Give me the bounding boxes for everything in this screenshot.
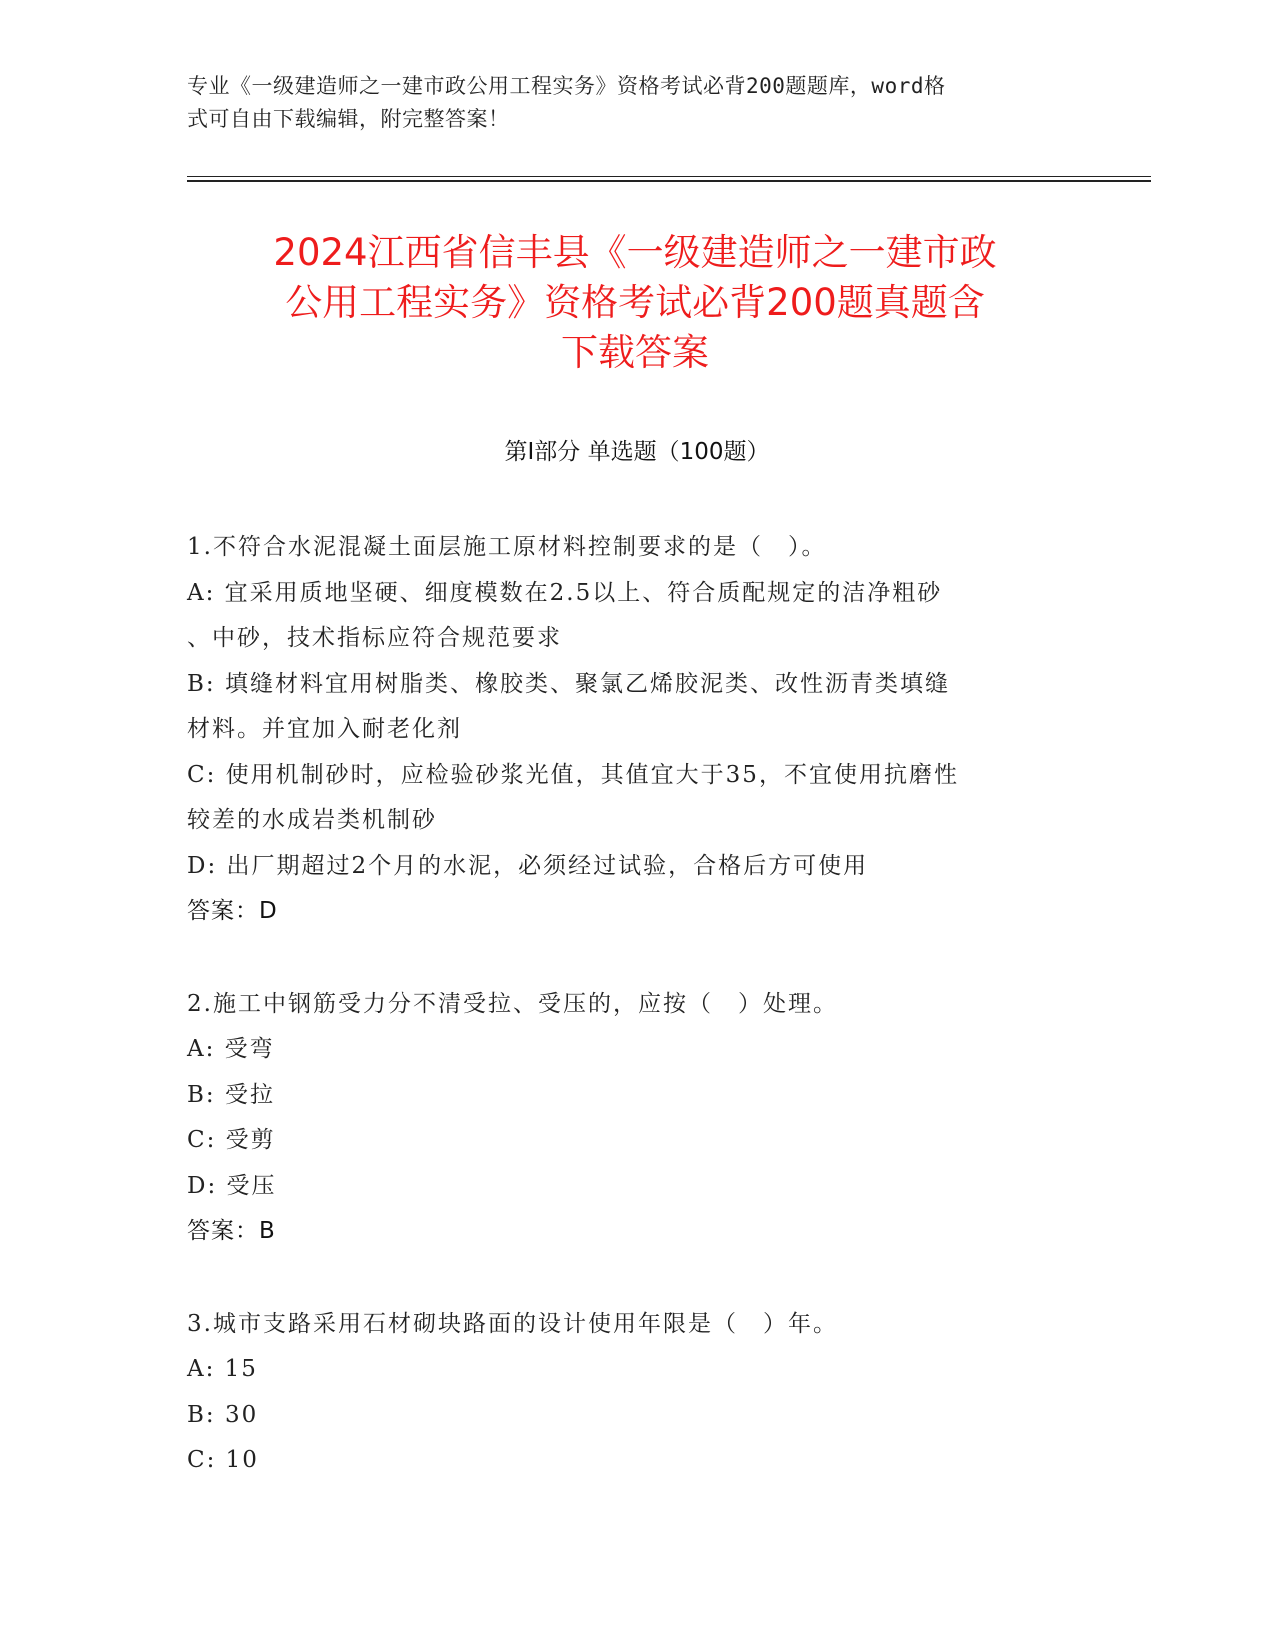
option-text: 宜采用质地坚硬、细度模数在2.5以上、符合质配规定的洁净粗砂 — [224, 579, 943, 606]
question-3 — [187, 1302, 1077, 1484]
option-key: C: — [187, 761, 217, 788]
document-title-line-2: 公用工程实务》资格考试必背200题真题含 — [285, 281, 985, 324]
option-b — [187, 1393, 1077, 1439]
option-c — [187, 1118, 1077, 1164]
option-text: 受剪 — [225, 1127, 276, 1153]
option-key: D: — [187, 852, 218, 879]
header-note-line-2: 式可自由下载编辑，附完整答案！ — [187, 107, 510, 131]
question-stem: 3.城市支路采用石材砌块路面的设计使用年限是（ ）年。 — [187, 1310, 838, 1337]
option-b — [187, 1073, 1077, 1119]
option-c — [187, 1438, 1077, 1484]
question-stem: 1.不符合水泥混凝土面层施工原材料控制要求的是（ ）。 — [187, 534, 827, 560]
option-text: 出厂期超过2个月的水泥，必须经过试验，合格后方可使用 — [226, 852, 869, 879]
section-heading: 第Ⅰ部分 单选题（100题） — [504, 439, 770, 465]
option-key: B: — [187, 1081, 216, 1108]
question-stem: 2.施工中钢筋受力分不清受拉、受压的，应按（ ）处理。 — [187, 990, 838, 1017]
option-text: 受压 — [226, 1172, 277, 1199]
option-a — [187, 1347, 1077, 1393]
option-text: 受弯 — [224, 1036, 275, 1062]
option-a — [187, 1027, 1077, 1073]
option-b-continuation: 材料。并宜加入耐老化剂 — [187, 716, 462, 742]
option-key: B: — [187, 1401, 216, 1428]
answer: 答案：B — [187, 1218, 276, 1244]
option-c-continuation: 较差的水成岩类机制砂 — [187, 807, 437, 833]
option-text: 使用机制砂时，应检验砂浆光值，其值宜大于35，不宜使用抗磨性 — [225, 761, 959, 788]
option-key: A: — [187, 1356, 216, 1382]
document-title-line-3: 下载答案 — [561, 331, 709, 374]
header-note-line-1: 专业《一级建造师之一建市政公用工程实务》资格考试必背200题题库，word格 — [187, 74, 946, 98]
option-text: 10 — [225, 1447, 259, 1473]
header-divider-thin — [187, 176, 1151, 177]
question-2 — [187, 982, 1077, 1255]
option-d — [187, 844, 1077, 890]
question-list — [187, 525, 1077, 1531]
option-d — [187, 1164, 1077, 1210]
question-1 — [187, 525, 1077, 935]
option-a-continuation: 、中砂，技术指标应符合规范要求 — [187, 625, 562, 651]
option-b — [187, 662, 1077, 708]
header-divider-thick — [187, 180, 1151, 182]
document-title — [170, 228, 1100, 378]
header-note — [187, 70, 1067, 136]
option-c — [187, 753, 1077, 799]
option-key: A: — [187, 1036, 216, 1062]
option-key: A: — [187, 579, 216, 606]
option-key: D: — [187, 1172, 218, 1199]
option-a — [187, 571, 1077, 617]
option-text: 受拉 — [224, 1081, 275, 1108]
option-key: B: — [187, 670, 216, 697]
option-key: C: — [187, 1127, 217, 1153]
document-title-line-1: 2024江西省信丰县《一级建造师之一建市政 — [273, 231, 997, 274]
option-text: 30 — [224, 1401, 259, 1428]
option-text: 15 — [224, 1356, 258, 1382]
option-key: C: — [187, 1447, 217, 1473]
answer: 答案：D — [187, 898, 278, 924]
option-text: 填缝材料宜用树脂类、橡胶类、聚氯乙烯胶泥类、改性沥青类填缝 — [224, 670, 950, 697]
